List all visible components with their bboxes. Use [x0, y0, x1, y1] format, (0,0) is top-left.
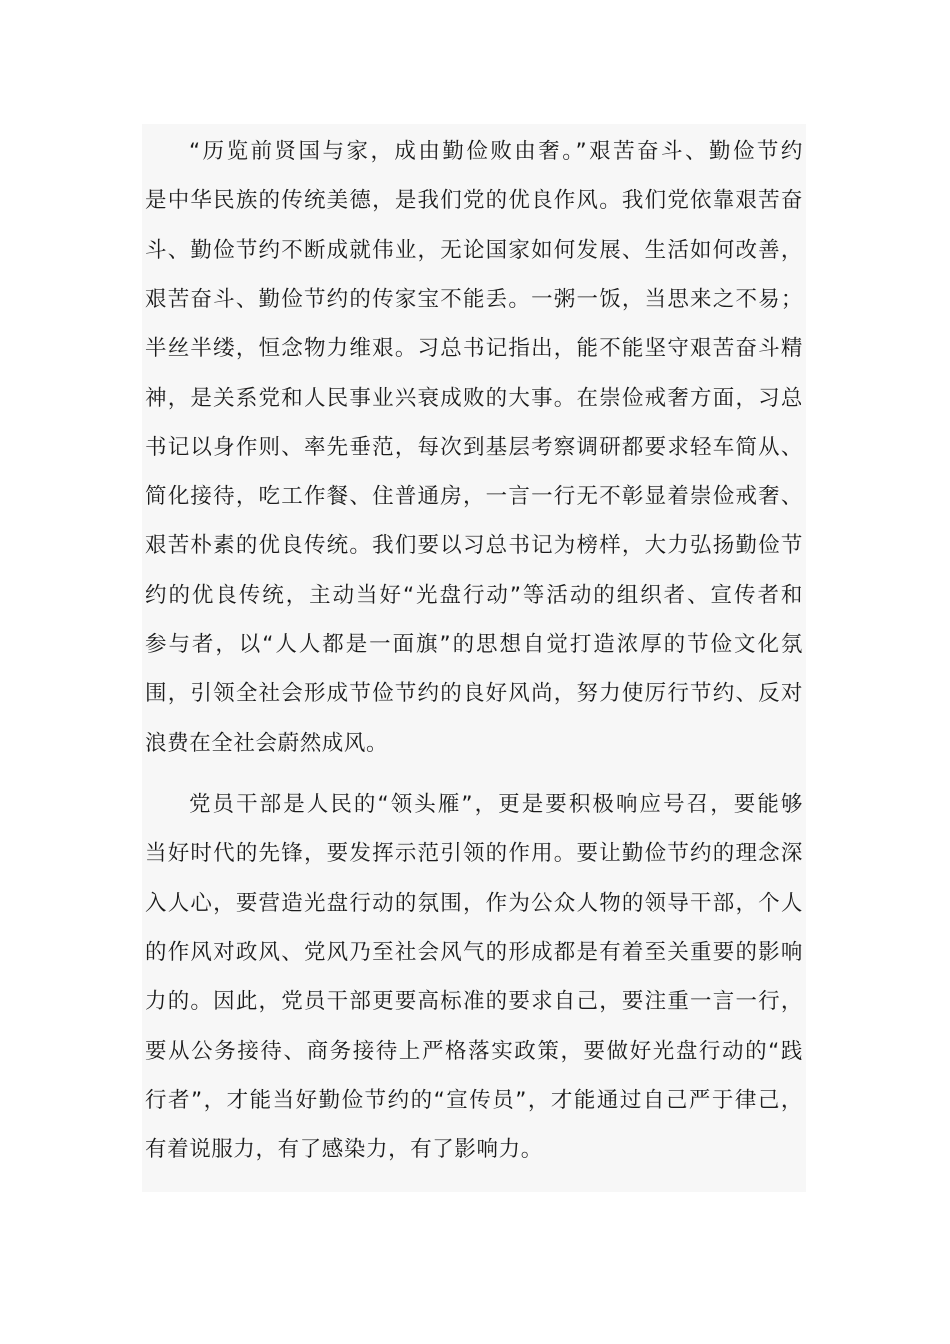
text-line: 要从公务接待、商务接待上严格落实政策，要做好光盘行动的“践 [145, 1038, 803, 1064]
text-line: 艰苦奋斗、勤俭节约的传家宝不能丢。一粥一饭，当思来之不易； [145, 286, 803, 312]
text-line: 约的优良传统，主动当好“光盘行动”等活动的组织者、宣传者和 [145, 582, 803, 608]
text-line: 当好时代的先锋，要发挥示范引领的作用。要让勤俭节约的理念深 [145, 841, 803, 867]
text-line: 行者”，才能当好勤俭节约的“宣传员”，才能通过自己严于律己， [145, 1087, 803, 1113]
text-line: 有着说服力，有了感染力，有了影响力。 [145, 1137, 543, 1163]
text-line: 是中华民族的传统美德，是我们党的优良作风。我们党依靠艰苦奋 [145, 188, 803, 214]
text-line: 简化接待，吃工作餐、住普通房，一言一行无不彰显着崇俭戒奢、 [145, 484, 803, 510]
text-line: 力的。因此，党员干部更要高标准的要求自己，要注重一言一行， [145, 989, 803, 1015]
text-line: 入人心，要营造光盘行动的氛围，作为公众人物的领导干部，个人 [145, 890, 803, 916]
text-line: 书记以身作则、率先垂范，每次到基层考察调研都要求轻车简从、 [145, 434, 803, 460]
document-body [142, 124, 806, 1192]
text-line: 党员干部是人民的“领头雁”，更是要积极响应号召，要能够 [189, 792, 803, 817]
text-line: 的作风对政风、党风乃至社会风气的形成都是有着至关重要的影响 [145, 939, 803, 965]
text-line: 艰苦朴素的优良传统。我们要以习总书记为榜样，大力弘扬勤俭节 [145, 533, 803, 559]
text-line: 参与者，以“人人都是一面旗”的思想自觉打造浓厚的节俭文化氛 [145, 632, 803, 657]
text-line: 斗、勤俭节约不断成就伟业，无论国家如何发展、生活如何改善， [145, 237, 803, 263]
text-line: 半丝半缕，恒念物力维艰。习总书记指出，能不能坚守艰苦奋斗精 [145, 336, 803, 362]
text-line: 围，引领全社会形成节俭节约的良好风尚，努力使厉行节约、反对 [145, 681, 803, 707]
text-line: 神，是关系党和人民事业兴衰成败的大事。在崇俭戒奢方面，习总 [145, 385, 803, 411]
text-line: 浪费在全社会蔚然成风。 [145, 730, 389, 756]
text-line: “历览前贤国与家，成由勤俭败由奢。”艰苦奋斗、勤俭节约 [189, 139, 803, 164]
